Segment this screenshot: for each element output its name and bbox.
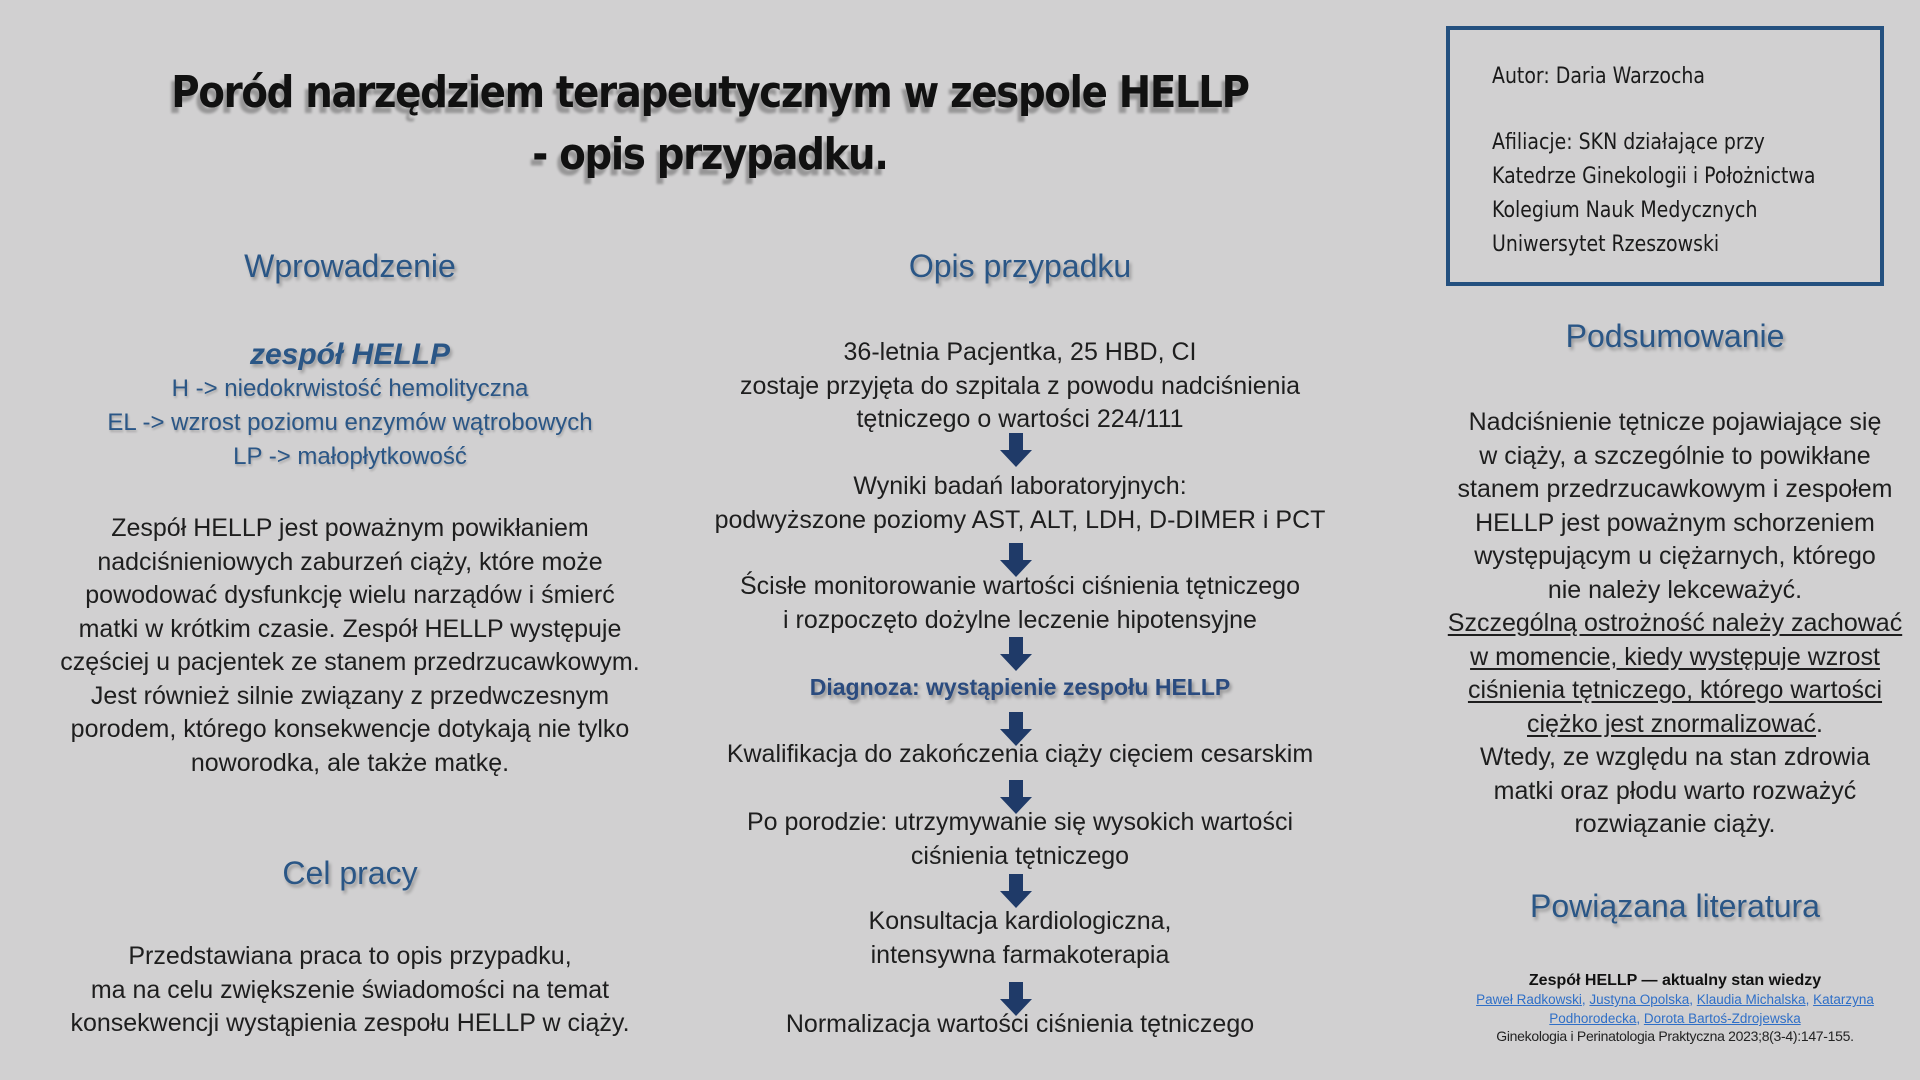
case-step-line: 36-letnia Pacjentka, 25 HBD, CI [843,338,1197,366]
case-heading: Opis przypadku [908,248,1132,284]
aim-line: Przedstawiana praca to opis przypadku, [128,942,572,970]
author-link[interactable]: Katarzyna Podhorodecka [1549,992,1874,1026]
intro-line: Jest również silnie związany z przedwczesnym [90,681,610,710]
author-link[interactable]: Justyna Opolska [1589,992,1690,1007]
summary-line: w ciąży, a szczególnie to powikłane [1479,441,1871,470]
case-step-cardiology [700,905,1340,972]
poster-title [138,62,1282,186]
affiliation-line: Uniwersytet Rzeszowski [1492,232,1720,257]
case-step-line: podwyższone poziomy AST, ALT, LDH, D-DIMER i PCT [714,505,1326,534]
case-step-line: i rozpoczęto dożylne leczenie hipotensyjne [783,605,1257,634]
case-step-line: Ścisłe monitorowanie wartości ciśnienia tętniczego [740,572,1300,600]
definition-lp: LP -> małopłytkowość [233,443,467,470]
intro-line: częściej u pacjentek ze stanem przedrzucawkowym. [60,648,640,676]
affiliation-line: Afiliacje: SKN działające przy [1492,130,1765,155]
reference-source: Ginekologia i Perinatologia Praktyczna 2023;8(3-4):147-155. [1496,1028,1854,1044]
intro-line: Zespół HELLP jest poważnym powikłaniem [111,514,589,542]
separator: , [1581,992,1590,1007]
case-step-line: Po porodzie: utrzymywanie się wysokich wartości [746,808,1294,836]
hellp-definition [40,338,660,474]
hellp-title: zespół HELLP [249,338,451,371]
summary-paragraph [1430,406,1920,842]
intro-line: porodem, którego konsekwencje dotykają nie tylko [70,715,630,743]
intro-line: powodować dysfunkcję wielu narządów i śmierć [85,581,615,609]
reference-authors [1430,990,1920,1028]
case-step-line: intensywna farmakoterapia [870,940,1170,969]
intro-heading: Wprowadzenie [244,248,456,284]
down-arrow-icon [1000,433,1032,467]
affiliation-line: Katedrze Ginekologii i Położnictwa [1492,164,1816,189]
literature-reference [1430,972,1920,1044]
summary-line: nie należy lekceważyć. [1547,575,1803,604]
case-step-line: tętniczego o wartości 224/111 [856,405,1184,433]
affiliation-line: Kolegium Nauk Medycznych [1492,198,1758,223]
separator: , [1636,1011,1644,1026]
case-step-line: zostaje przyjęta do szpitala z powodu nadciśnienia [739,371,1301,400]
case-step-labs [700,470,1340,537]
literature-heading: Powiązana literatura [1530,888,1820,924]
case-step-line: Wyniki badań laboratoryjnych: [853,472,1187,500]
summary-heading: Podsumowanie [1565,318,1785,354]
case-step-line: ciśnienia tętniczego [910,841,1130,870]
summary-line: Wtedy, ze względu na stan zdrowia [1479,743,1870,771]
intro-line: matki w krótkim czasie. Zespół HELLP występuje [78,614,622,643]
case-step-diagnosis: Diagnoza: wystąpienie zespołu HELLP [809,674,1231,700]
aim-paragraph [40,940,660,1041]
reference-title: Zespół HELLP — aktualny stan wiedzy [1528,972,1822,989]
case-step-postpartum [700,806,1340,873]
case-step-line: Kwalifikacja do zakończenia ciąży cięciem cesarskim [726,740,1314,768]
poster-title-line1: Poród narzędziem terapeutycznym w zespole HELLP [171,67,1249,118]
definition-h: H -> niedokrwistość hemolityczna [171,375,529,402]
definition-el: EL -> wzrost poziomu enzymów wątrobowych [107,409,593,436]
summary-line: rozwiązanie ciąży. [1574,810,1776,838]
summary-emphasis-line: ciśnienia tętniczego, którego wartości [1467,676,1883,704]
down-arrow-icon [1000,874,1032,908]
case-step-line: Konsultacja kardiologiczna, [868,907,1172,935]
case-step-qualification [700,738,1340,772]
summary-line: Nadciśnienie tętnicze pojawiające się [1468,408,1882,436]
down-arrow-icon [1000,637,1032,671]
case-step-monitoring [700,570,1340,637]
author-link[interactable]: Dorota Bartoś-Zdrojewska [1643,1011,1801,1026]
poster-title-line2: - opis przypadku. [532,129,888,180]
author-link[interactable]: Paweł Radkowski [1476,992,1582,1007]
intro-line: noworodka, ale także matkę. [190,748,510,777]
author-link[interactable]: Klaudia Michalska [1696,992,1806,1007]
summary-line: matki oraz płodu warto rozważyć [1493,776,1857,805]
summary-emphasis-line: ciężko jest znormalizować [1527,709,1817,738]
separator: , [1805,992,1814,1007]
summary-emphasis-last [1430,708,1920,742]
intro-line: nadciśnieniowych zaburzeń ciąży, które może [97,547,603,576]
separator: , [1689,992,1697,1007]
case-step-admission [700,336,1340,437]
case-step-normalization [700,1008,1340,1042]
author-box [1446,26,1884,286]
author-name: Autor: Daria Warzocha [1492,64,1705,89]
aim-heading: Cel pracy [282,855,418,891]
summary-emphasis-line: w momencie, kiedy występuje wzrost [1470,642,1880,671]
aim-line: ma na celu zwiększenie świadomości na temat [90,975,610,1004]
aim-line: konsekwencji wystąpienia zespołu HELLP w ciąży. [70,1009,630,1037]
summary-line: stanem przedrzucawkowym i zespołem [1457,475,1893,503]
summary-period: . [1816,709,1823,738]
summary-line: występującym u ciężarnych, którego [1474,542,1876,570]
case-step-line: Normalizacja wartości ciśnienia tętniczego [785,1010,1255,1038]
intro-paragraph [40,512,660,780]
summary-emphasis-line: Szczególną ostrożność należy zachować [1447,609,1903,637]
summary-line: HELLP jest poważnym schorzeniem [1475,508,1875,537]
